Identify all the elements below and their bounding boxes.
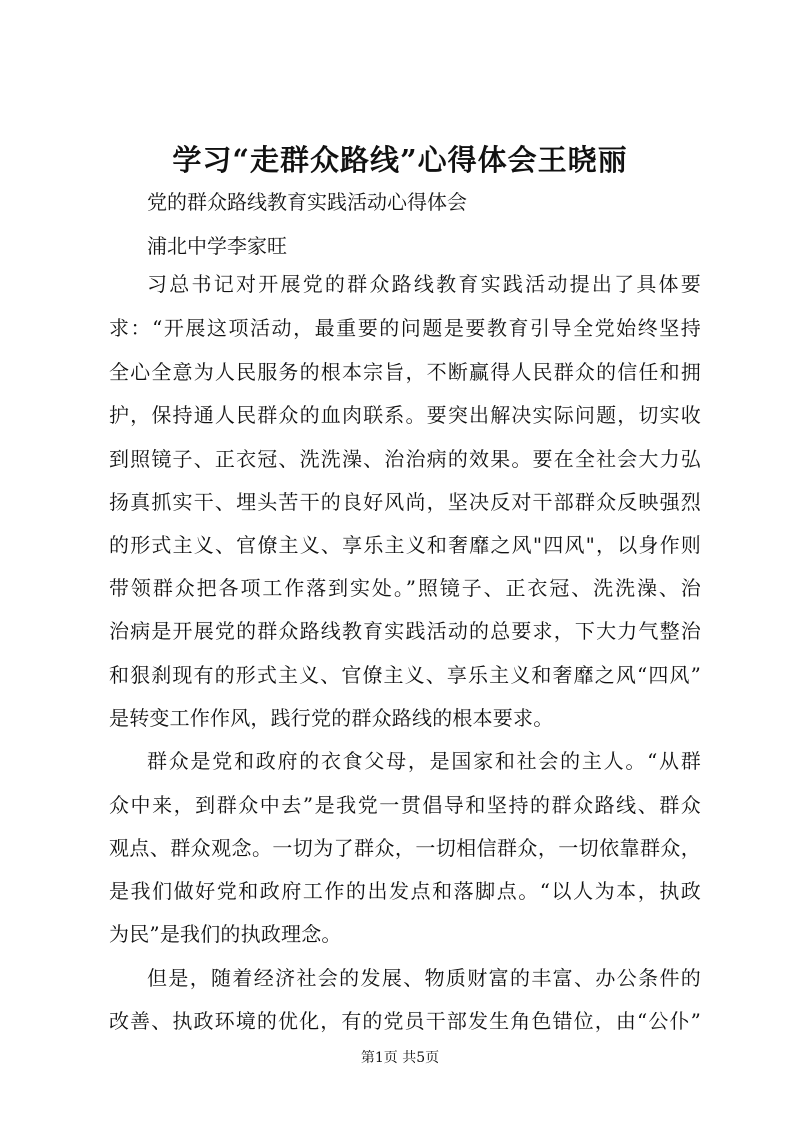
- paragraph-1-line: 护，保持通人民群众的血肉联系。要突出解决实际问题，切实收: [109, 403, 701, 427]
- paragraph-1-line: 求：“开展这项活动，最重要的问题是要教育引导全党始终坚持: [109, 316, 701, 340]
- paragraph-3-line: 但是，随着经济社会的发展、物质财富的丰富、办公条件的: [147, 966, 701, 990]
- document-author: 浦北中学李家旺: [147, 234, 287, 258]
- paragraph-3-line: 改善、执政环境的优化，有的党员干部发生角色错位，由“公仆”: [109, 1009, 701, 1033]
- paragraph-1-line: 习总书记对开展党的群众路线教育实践活动提出了具体要: [147, 272, 701, 296]
- paragraph-2-line: 群众是党和政府的衣食父母，是国家和社会的主人。“从群: [147, 749, 701, 773]
- page-footer: 第1页 共5页: [360, 1050, 440, 1066]
- paragraph-2-line: 观点、群众观念。一切为了群众，一切相信群众，一切依靠群众，: [109, 836, 701, 860]
- paragraph-1-line: 的形式主义、官僚主义、享乐主义和奢靡之风"四风"，以身作则: [109, 533, 701, 557]
- paragraph-1-line: 扬真抓实干、埋头苦干的良好风尚，坚决反对干部群众反映强烈: [109, 490, 701, 514]
- document-subtitle: 党的群众路线教育实践活动心得体会: [147, 190, 467, 214]
- paragraph-2-line: 众中来，到群众中去”是我党一贯倡导和坚持的群众路线、群众: [109, 793, 701, 817]
- paragraph-1-line: 是转变工作作风，践行党的群众路线的根本要求。: [109, 706, 554, 730]
- paragraph-1-line: 和狠刹现有的形式主义、官僚主义、享乐主义和奢靡之风“四风”: [109, 663, 701, 687]
- paragraph-1-line: 全心全意为人民服务的根本宗旨，不断赢得人民群众的信任和拥: [109, 360, 701, 384]
- paragraph-2-line: 是我们做好党和政府工作的出发点和落脚点。“以人为本，执政: [109, 879, 701, 903]
- paragraph-1-line: 到照镜子、正衣冠、洗洗澡、治治病的效果。要在全社会大力弘: [109, 447, 701, 471]
- paragraph-1-line: 治病是开展党的群众路线教育实践活动的总要求，下大力气整治: [109, 619, 701, 643]
- paragraph-1-line: 带领群众把各项工作落到实处。”照镜子、正衣冠、洗洗澡、治: [109, 576, 701, 600]
- paragraph-2-line: 为民”是我们的执政理念。: [109, 922, 342, 946]
- document-title: 学习“走群众路线”心得体会王晓丽: [172, 143, 628, 177]
